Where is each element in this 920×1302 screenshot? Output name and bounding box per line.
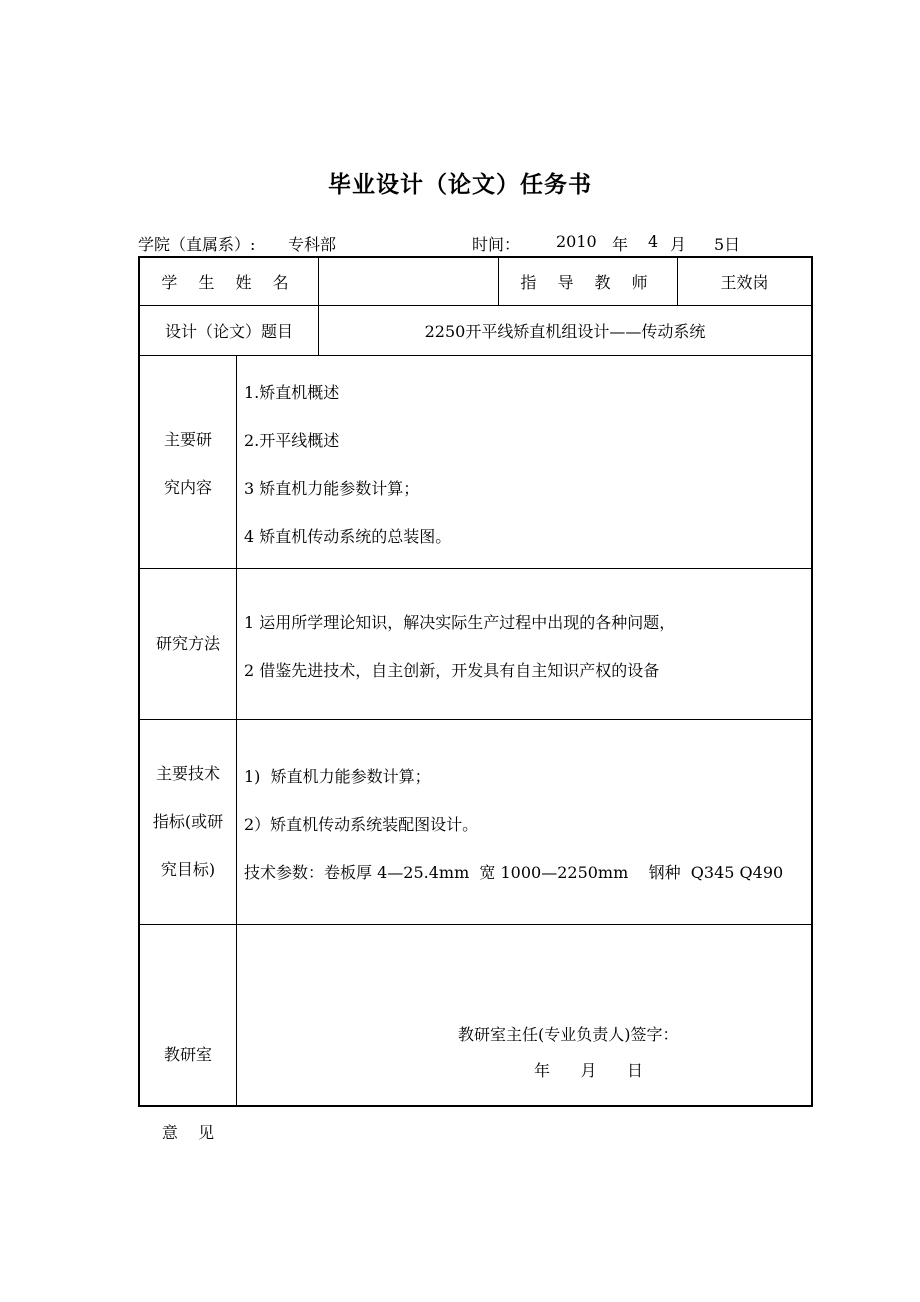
- date-year-unit: 年: [612, 235, 629, 254]
- date-month-unit: 月: [670, 235, 687, 254]
- college-value: 专科部: [288, 235, 337, 254]
- student-name-value: [319, 258, 498, 305]
- college-label: 学院（直属系）:: [138, 235, 256, 254]
- opinion-label-line: 教研室: [163, 1045, 212, 1064]
- task-table: [138, 256, 813, 1107]
- research-content-item: 1.矫直机概述: [244, 383, 340, 402]
- tech-indicators-label-line: 指标(或研: [152, 812, 224, 831]
- research-content-label-line: 究内容: [163, 478, 212, 497]
- topic-value: 2250开平线矫直机组设计——传动系统: [424, 322, 706, 341]
- research-content-label-line: 主要研: [163, 430, 212, 449]
- tech-indicators-label-line: 主要技术: [155, 764, 220, 783]
- research-content-item: 2.开平线概述: [244, 431, 340, 450]
- research-content-item: 3 矫直机力能参数计算；: [244, 479, 420, 498]
- research-content-label: [140, 416, 236, 512]
- signature-date-line: 年 月 日: [534, 1061, 644, 1080]
- date-month: 4: [648, 232, 659, 251]
- student-name-label: 学 生 姓 名: [161, 273, 297, 292]
- tech-indicators-label-line: 究目标): [160, 860, 216, 879]
- research-method-item: 2 借鉴先进技术，自主创新，开发具有自主知识产权的设备: [244, 661, 660, 680]
- director-signature-label: 教研室主任(专业负责人)签字：: [458, 1025, 679, 1044]
- tech-indicators-label: [140, 750, 236, 894]
- advisor-label: 指 导 教 师: [520, 273, 656, 292]
- time-label: 时间：: [472, 235, 521, 254]
- research-content-item: 4 矫直机传动系统的总装图。: [244, 527, 452, 546]
- tech-indicator-item: 1) 矫直机力能参数计算；: [244, 767, 431, 786]
- row-divider: [138, 924, 813, 925]
- topic-label: 设计（论文）题目: [164, 322, 293, 341]
- research-method-item: 1 运用所学理论知识，解决实际生产过程中出现的各种问题，: [244, 613, 676, 632]
- tech-parameters: 技术参数：卷板厚 4—25.4mm 宽 1000—2250mm 钢种 Q345 Q490: [244, 863, 784, 882]
- date-year: 2010: [556, 232, 597, 251]
- tech-indicator-item: 2）矫直机传动系统装配图设计。: [244, 815, 479, 834]
- opinion-label-line: 意 见: [161, 1123, 215, 1142]
- document-title: 毕业设计（论文）任务书: [328, 172, 592, 198]
- row-divider: [138, 355, 813, 356]
- row-divider: [138, 568, 813, 569]
- date-day: 5日: [714, 235, 741, 254]
- research-method-label: 研究方法: [155, 634, 220, 653]
- row-divider: [138, 719, 813, 720]
- opinion-label: [140, 990, 236, 1172]
- advisor-value: 王效岗: [720, 273, 769, 292]
- column-divider: [236, 355, 237, 1106]
